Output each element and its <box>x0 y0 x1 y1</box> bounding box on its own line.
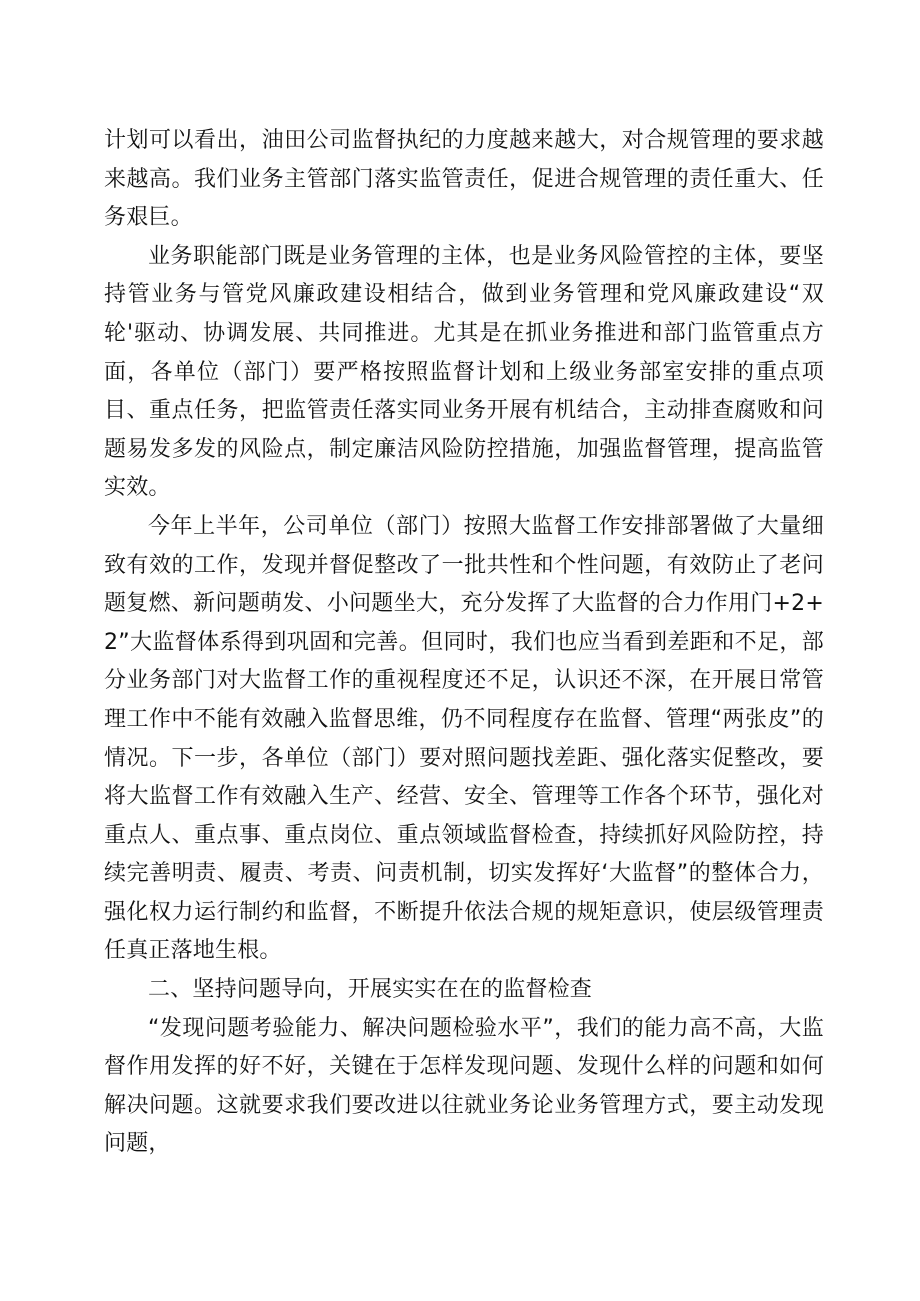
paragraph-continuation: 计划可以看出，油田公司监督执纪的力度越来越大，对合规管理的要求越来越高。我们业务主管部门落实监管责任，促进合规管理的责任重大、任务艰巨。 <box>104 128 824 231</box>
paragraph-problem-orientation: “发现问题考验能力、解决问题检验水平”，我们的能力高不高，大监督作用发挥的好不好，关键在于怎样发现问题、发现什么样的问题和如何解决问题。这就要求我们要改进以往就业务论业务管理方式，要主动发现问题， <box>104 1015 824 1157</box>
document-body <box>104 122 824 1164</box>
section-heading-two: 二、坚持问题导向，开展实实在在的监督检查 <box>148 977 593 1003</box>
paragraph-business-departments: 业务职能部门既是业务管理的主体，也是业务风险管控的主体，要坚持管业务与管党风廉政建设相结合，做到业务管理和党风廉政建设“双轮'驱动、协调发展、共同推进。尤其是在抓业务推进和部门监管重点方面，各单位（部门）要严格按照监督计划和上级业务部室安排的重点项目、重点任务，把监管责任落实同业务开展有机结合，主动排查腐败和问题易发多发的风险点，制定廉洁风险防控措施，加强监督管理，提高监管实效。 <box>104 243 824 501</box>
paragraph-first-half-year: 今年上半年，公司单位（部门）按照大监督工作安排部署做了大量细致有效的工作，发现并督促整改了一批共性和个性问题，有效防止了老问题复燃、新问题萌发、小问题坐大，充分发挥了大监督的合力作用门+2+2”大监督体系得到巩固和完善。但同时，我们也应当看到差距和不足，部分业务部门对大监督工作的重视程度还不足，认识还不深，在开展日常管理工作中不能有效融入监督思维，仍不同程度存在监督、管理“两张皮”的情况。下一步，各单位（部门）要对照问题找差距、强化落实促整改，要将大监督工作有效融入生产、经营、安全、管理等工作各个环节，强化对重点人、重点事、重点岗位、重点领域监督检查，持续抓好风险防控，持续完善明责、履责、考责、问责机制，切实发挥好‘大监督”的整体合力，强化权力运行制约和监督，不断提升依法合规的规矩意识，使层级管理责任真正落地生根。 <box>104 513 824 964</box>
